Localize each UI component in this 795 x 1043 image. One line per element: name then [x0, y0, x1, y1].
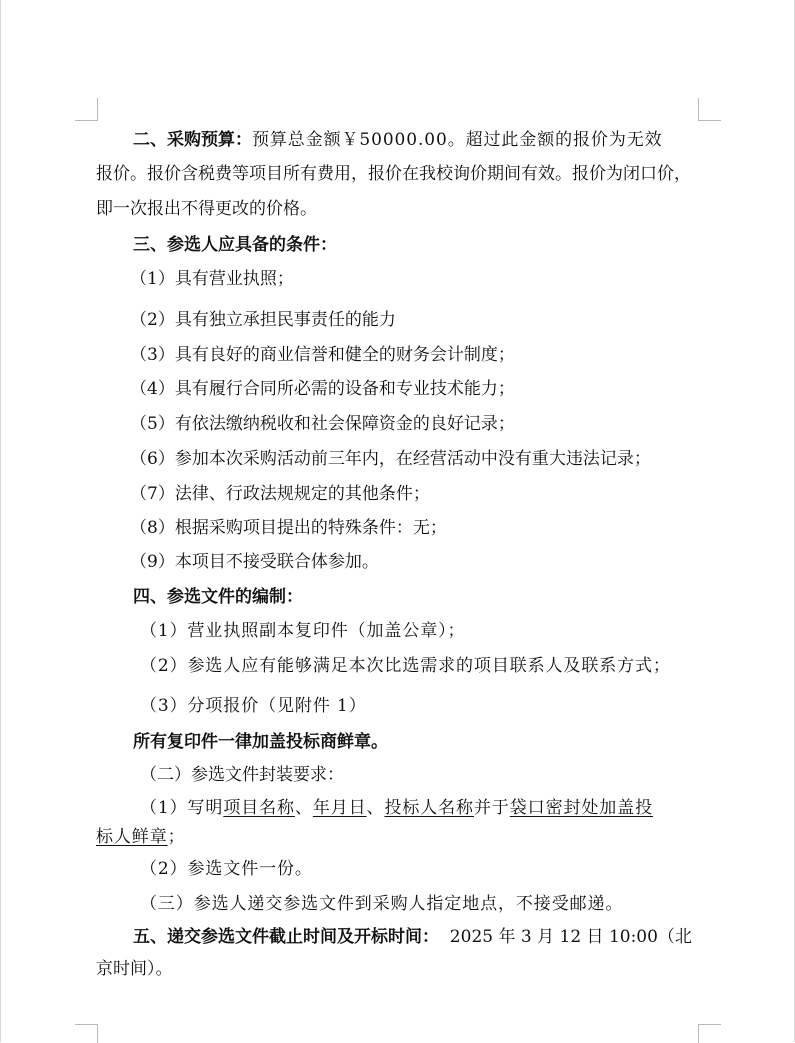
project-name-term: 项目名称	[223, 798, 295, 818]
bidder-seal-term: 标人鲜章	[96, 827, 168, 847]
qualification-item: （3）具有良好的商业信誉和健全的财务会计制度；	[130, 345, 515, 365]
margin-corner-top-left	[75, 98, 98, 121]
qualifications-heading: 三、参选人应具备的条件：	[133, 235, 337, 255]
qualification-item: （8）根据采购项目提出的特殊条件：无；	[130, 518, 447, 538]
prep-item: （3）分项报价（见附件 1）	[140, 696, 367, 716]
margin-corner-top-right	[698, 98, 721, 121]
stamp-note: 所有复印件一律加盖投标商鲜章。	[133, 732, 388, 752]
qualification-item: （7）法律、行政法规规定的其他条件；	[130, 484, 430, 504]
seal-location-term: 袋口密封处加盖投	[509, 798, 653, 818]
prep-item: （1）营业执照副本复印件（加盖公章）；	[140, 621, 466, 641]
sealing-text: 、	[366, 798, 385, 818]
copies-line: （2）参选文件一份。	[140, 859, 313, 879]
sealing-text: 、	[294, 798, 313, 818]
sealing-requirements-heading: （二）参选文件封装要求：	[140, 765, 344, 785]
qualification-item: （1）具有营业执照；	[130, 269, 294, 289]
deadline-heading: 五、递交参选文件截止时间及开标时间：	[133, 927, 439, 947]
delivery-line: （三）参选人递交参选文件到采购人指定地点，不接受邮递。	[140, 894, 624, 914]
prep-item: （2）参选人应有能够满足本次比选需求的项目联系人及联系方式；	[140, 656, 671, 676]
budget-amount-text: 预算总金额￥50000.00。超过此金额的报价为无效	[252, 130, 663, 150]
bidder-name-term: 投标人名称	[384, 798, 474, 818]
margin-corner-bottom-left	[75, 1024, 98, 1043]
margin-corner-bottom-right	[698, 1024, 721, 1043]
qualification-item: （6）参加本次采购活动前三年内，在经营活动中没有重大违法记录；	[130, 449, 651, 469]
sealing-text: ；	[167, 827, 186, 847]
qualification-item: （4）具有履行合同所必需的设备和专业技术能力；	[130, 379, 515, 399]
document-prep-heading: 四、参选文件的编制：	[133, 587, 303, 607]
sealing-line-1	[140, 797, 653, 819]
budget-paragraph-line-2: 报价。报价含税费等项目所有费用，报价在我校询价期间有效。报价为闭口价，	[96, 164, 691, 184]
sealing-text: （1）写明	[140, 798, 224, 818]
budget-paragraph-line-1	[133, 129, 663, 151]
qualification-item: （2）具有独立承担民事责任的能力	[130, 310, 396, 330]
sealing-text: 并于	[473, 798, 510, 818]
deadline-line-2: 京时间）。	[96, 959, 173, 979]
qualification-item: （9）本项目不接受联合体参加。	[130, 552, 379, 572]
date-term: 年月日	[312, 798, 367, 818]
budget-paragraph-line-3: 即一次报出不得更改的价格。	[96, 199, 317, 219]
budget-heading: 二、采购预算：	[133, 130, 252, 150]
qualification-item: （5）有依法缴纳税收和社会保障资金的良好记录；	[130, 414, 515, 434]
sealing-line-2	[96, 826, 186, 848]
deadline-line-1	[133, 926, 692, 948]
page-left-edge	[0, 0, 1, 1042]
deadline-datetime: 2025 年 3 月 12 日 10:00（北	[439, 927, 692, 947]
